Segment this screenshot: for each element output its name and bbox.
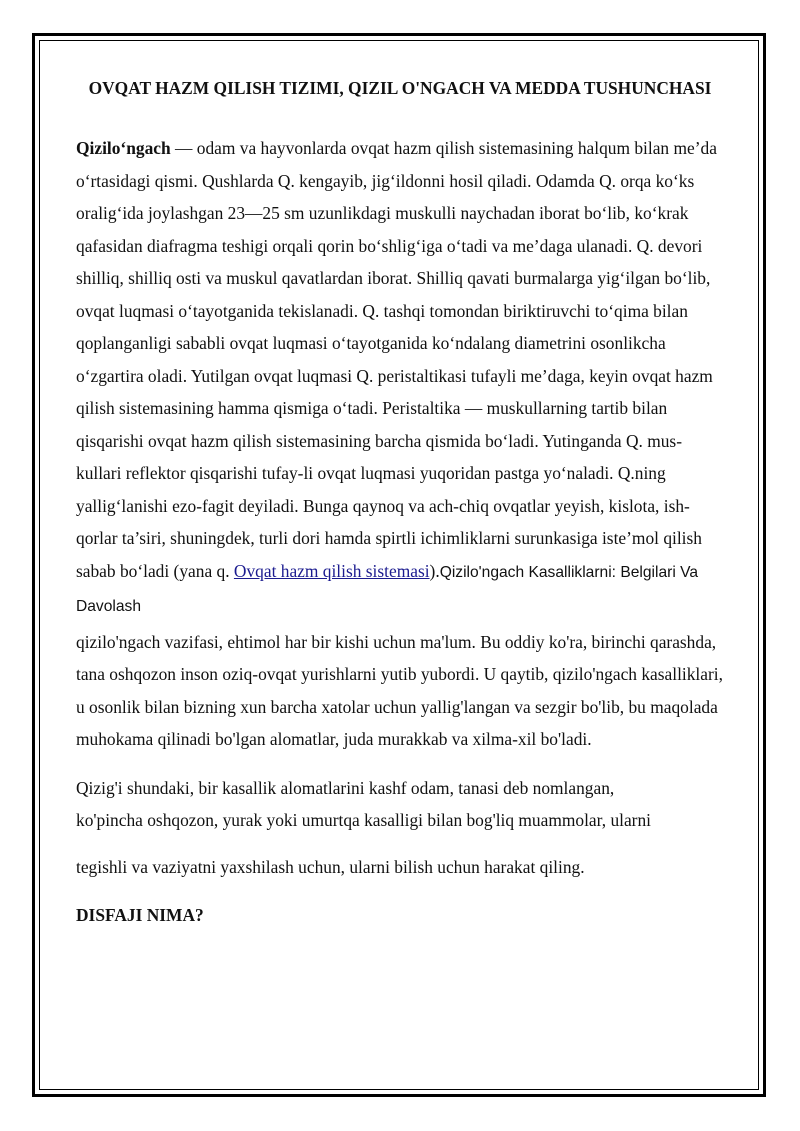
document-title: OVQAT HAZM QILISH TIZIMI, QIZIL O'NGACH VA MEDDA TUSHUNCHASI [88,78,712,98]
paragraph-esophagus-definition [76,132,724,624]
document-body [76,72,724,932]
section-heading-dysphagia: DISFAJI NIMA? [76,905,204,925]
paragraph-3-line-2: ko'pincha oshqozon, yurak yoki umurtqa kasalligi bilan bog'liq muammolar, ularni [76,810,652,830]
link-digestive-system[interactable]: Ovqat hazm qilish sistemasi [233,560,430,581]
paragraph-1-text: — odam va hayvonlarda ovqat hazm qilish sistemasining halqum bilan me’da o‘rtasidagi qismi. Qushlarda Q. kengayib, jig‘ildonni hosil qiladi. Odamda Q. orqa ko‘ks oralig‘ida joylashgan 23—25 sm uzunlikdagi muskulli naychadan iborat bo‘lib, ko‘krak qafasidan diafragma teshigi orqali qorin bo‘shlig‘iga o‘tadi va me’daga ulanadi. Q. devori shilliq, shilliq osti va muskul qavatlardan iborat. Shilliq qavati burmalarga yig‘ilgan bo‘lib, ovqat luqmasi o‘tayotganida tekislanadi. Q. tashqi tomondan biriktiruvchi to‘qima bilan qoplanganligi sababli ovqat luqmasi o‘tayotganida ko‘ndalang diametrini osonlikcha o‘zgartira oladi. Yutilgan ovqat luqmasi Q. peristaltikasi tufayli me’daga, keyin ovqat hazm qilish sistemasining hamma qismiga o‘tadi. Peristaltika — muskullarning tartib bilan qisqarishi ovqat hazm qilish sistemasining barcha qismida bo‘ladi. Yutinganda Q. mus-kullari reflektor qisqarishi tufay-li ovqat luqmasi yuqoridan pastga yo‘naladi. Q.ning yallig‘lanishi ezo-fagit deyiladi. Bunga qaynoq va ach-chiq ovqatlar yeyish, kislota, ish-qorlar ta’siri, shuningdek, turli dori hamda spirtli ichimliklarni surunkasiga iste’mol qilish sabab bo‘ladi (yana q. [76,138,717,581]
paragraph-3-line-3: tegishli va vaziyatni yaxshilash uchun, ularni bilish uchun harakat qiling. [76,856,585,877]
paragraph-esophagus-function: qizilo'ngach vazifasi, ehtimol har bir kishi uchun ma'lum. Bu oddiy ko'ra, birinchi qarashda, tana oshqozon inson oziq-ovqat yurishlarni yutib yubordi. U qaytib, qizilo'ngach kasalliklari, u osonlik bilan bizning xun barcha xatolar uchun yallig'langan va sezgir bo'lib, bu maqolada muhokama qilinadi bo'lgan alomatlar, juda murakkab va xilma-xil bo'ladi. [76,631,723,749]
paragraph-3-line-1: Qizig'i shundaki, bir kasallik alomatlarini kashf odam, tanasi deb nomlangan, [76,777,615,798]
paragraph-symptoms [76,772,724,884]
paragraph-1-close: ). [429,560,440,581]
term-qizilongach: Qizilo‘ngach [76,138,171,158]
subheading-esophagus-diseases: Qizilo'ngach Kasalliklarni: Belgilari Va Davolash [76,563,699,615]
